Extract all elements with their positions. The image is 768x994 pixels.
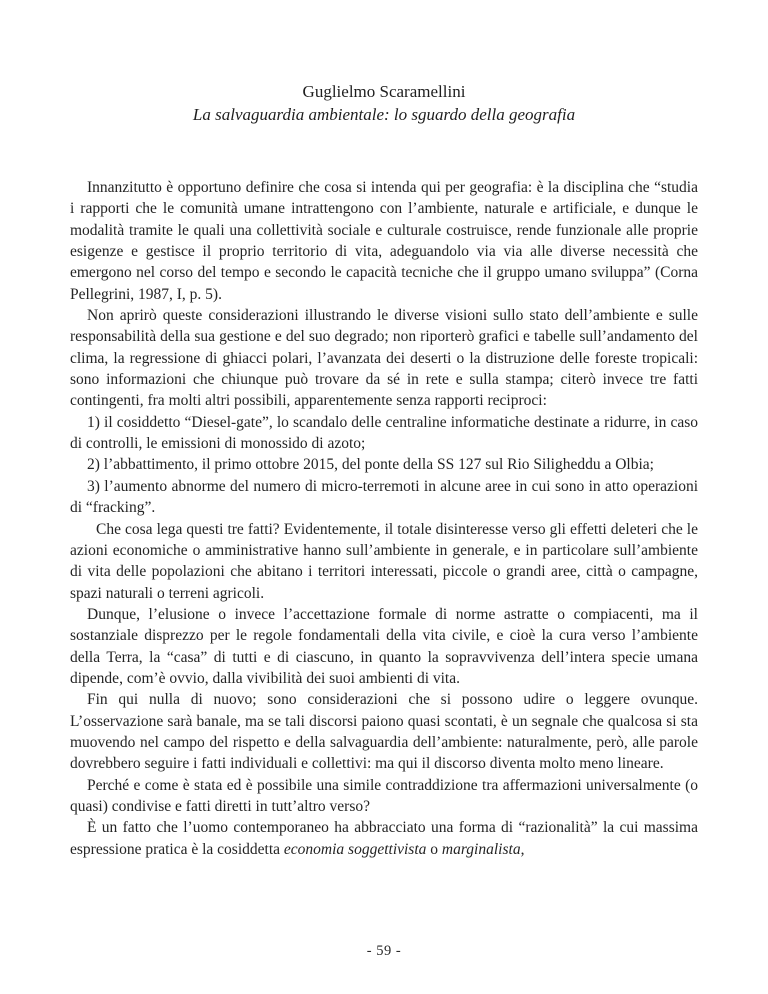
author-name: Guglielmo Scaramellini xyxy=(302,82,466,101)
paragraph: Innanzitutto è opportuno definire che cosa si intenda qui per geografia: è la disciplina che “studia i rapporti che le comunità umane intrattengono con l’ambiente, naturale e artificiale, e dunque le modalità tramite le quali una collettività sociale e culturale costruisce, rende funzionale alle proprie esigenze e gestisce il proprio territorio di vita, adeguandolo via via alle diverse necessità che emergono nel corso del tempo e secondo le capacità tecniche che il gruppo umano sviluppa” (Corna Pellegrini, 1987, I, p. 5). xyxy=(70,179,698,303)
paragraph: 2) l’abbattimento, il primo ottobre 2015, del ponte della SS 127 sul Rio Siligheddu a Olbia; xyxy=(87,456,654,474)
paragraph: Perché e come è stata ed è possibile una simile contraddizione tra affermazioni universalmente (o quasi) condivise e fatti diretti in tutt’altro verso? xyxy=(70,776,698,815)
page-header xyxy=(70,80,698,126)
body-text xyxy=(70,177,698,860)
paragraph: È un fatto che l’uomo contemporaneo ha abbracciato una forma di “razionalità” la cui massima espressione pratica è la cosiddetta economia soggettivista o marginalista, xyxy=(70,819,698,858)
document-title: La salvaguardia ambientale: lo sguardo della geografia xyxy=(192,105,576,124)
paragraph: 3) l’aumento abnorme del numero di micro-terremoti in alcune aree in cui sono in atto operazioni di “fracking”. xyxy=(70,477,698,517)
paragraph: Dunque, l’elusione o invece l’accettazione formale di norme astratte o compiacenti, ma il sostanziale disprezzo per le regole fondamentali della vita civile, e cioè la cura verso l’ambiente della Terra, la “casa” di tutti e di ciascuno, in quanto la sopravvivenza dell’intera specie umana dipende, com’è ovvio, dalla vivibilità dei suoi ambienti di vita. xyxy=(70,605,698,687)
page-number: - 59 - xyxy=(366,943,402,959)
page-footer xyxy=(0,943,768,960)
paragraph: Che cosa lega questi tre fatti? Evidentemente, il totale disinteresse verso gli effetti deleteri che le azioni economiche o amministrative hanno sull’ambiente in generale, e in particolare sull’ambiente di vita delle popolazioni che abitano i territori interessati, piccole o grandi aree, città o campagne, spazi naturali o terreni agricoli. xyxy=(70,520,698,602)
paragraph: Non aprirò queste considerazioni illustrando le diverse visioni sullo stato dell’ambiente e sulle responsabilità della sua gestione e del suo degrado; non riporterò grafici e tabelle sull’andamento del clima, la regressione di ghiacci polari, l’avanzata dei deserti o la distruzione delle foreste tropicali: sono informazioni che chiunque può trovare da sé in rete e sulla stampa; citerò invece tre fatti contingenti, fra molti altri possibili, apparentemente senza rapporti reciproci: xyxy=(70,307,698,410)
paragraph: Fin qui nulla di nuovo; sono considerazioni che si possono udire o leggere ovunque. L’osservazione sarà banale, ma se tali discorsi paiono quasi scontati, è un segnale che qualcosa si sta muovendo nel campo del rispetto e della salvaguardia dell’ambiente: naturalmente, però, alle parole dovrebbero seguire i fatti individuali e collettivi: ma qui il discorso diventa molto meno lineare. xyxy=(70,691,698,773)
paragraph: 1) il cosiddetto “Diesel-gate”, lo scandalo delle centraline informatiche destinate a ridurre, in caso di controlli, le emissioni di monossido di azoto; xyxy=(70,413,698,453)
